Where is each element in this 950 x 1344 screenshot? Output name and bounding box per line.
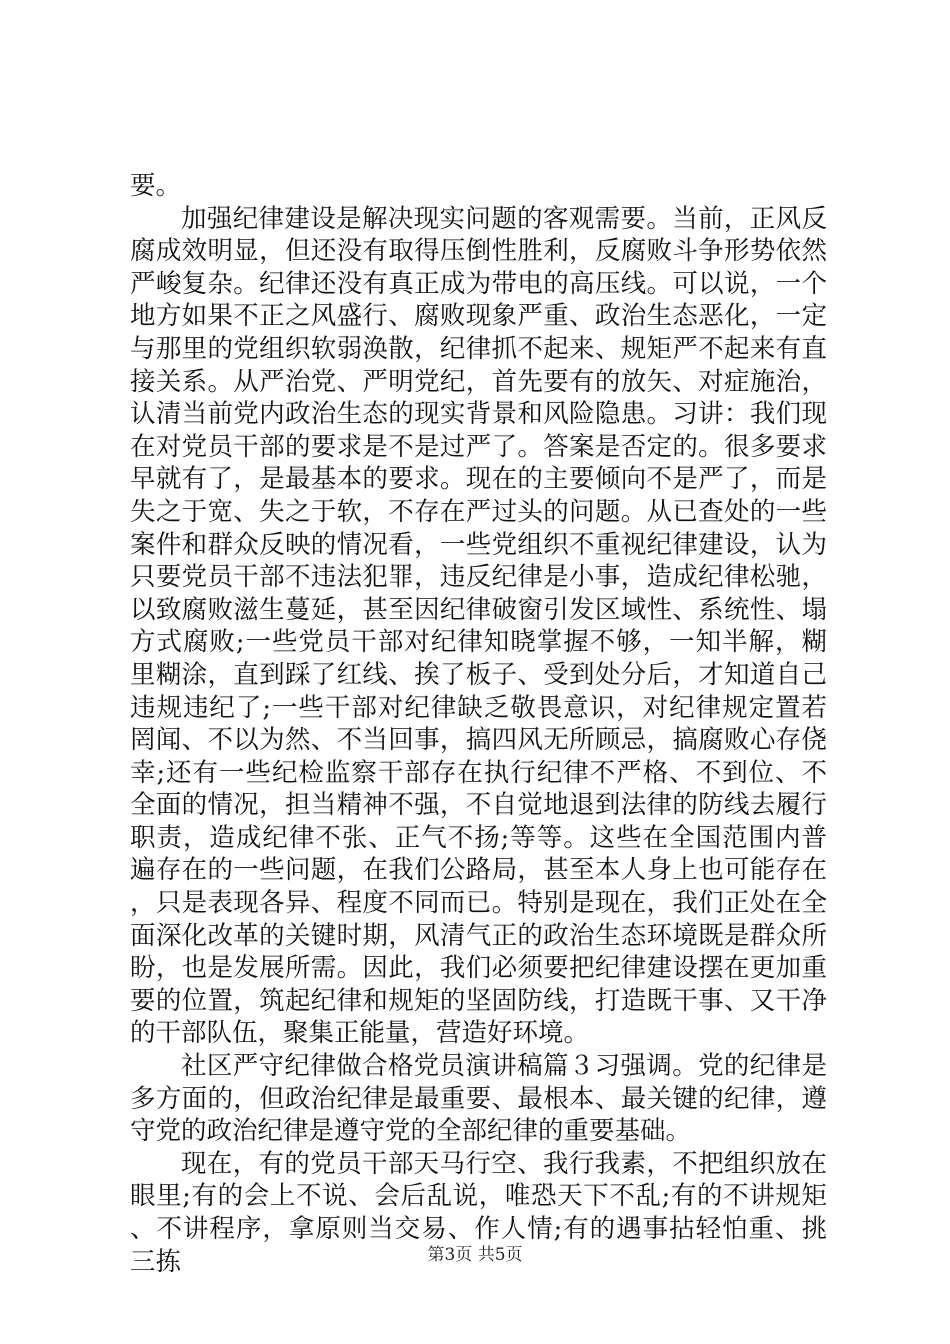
page-footer: 第3页 共5页 <box>427 1245 523 1265</box>
paragraph-1: 要。 <box>130 171 182 201</box>
paragraph-2: 加强纪律建设是解决现实问题的客观需要。当前，正风反腐成效明显，但还没有取得压倒性胜利，反腐败斗争形势依然严峻复杂。纪律还没有真正成为带电的高压线。可以说，一个地方如果不正之风盛行、腐败现象严重、政治生态恶化，一定与那里的党组织软弱涣散，纪律抓不起来、规矩严不起来有直接关系。从严治党、严明党纪，首先要有的放矢、对症施治，认清当前党内政治生态的现实背景和风险隐患。习讲：我们现在对党员干部的要求是不是过严了。答案是否定的。很多要求早就有了，是最基本的要求。现在的主要倾向不是严了，而是失之于宽、失之于软，不存在严过头的问题。从已查处的一些案件和群众反映的情况看，一些党组织不重视纪律建设，认为只要党员干部不违法犯罪，违反纪律是小事，造成纪律松驰，以致腐败滋生蔓延，甚至因纪律破窗引发区域性、系统性、塌方式腐败;一些党员干部对纪律知晓掌握不够，一知半解，糊里糊涂，直到踩了红线、挨了板子、受到处分后，才知道自己违规违纪了;一些干部对纪律缺乏敬畏意识，对纪律规定置若罔闻、不以为然、不当回事，搞四风无所顾忌，搞腐败心存侥幸;还有一些纪检监察干部存在执行纪律不严格、不到位、不全面的情况，担当精神不强，不自觉地退到法律的防线去履行职责，造成纪律不张、正气不扬;等等。这些在全国范围内普遍存在的一些问题，在我们公路局，甚至本人身上也可能存在，只是表现各异、程度不同而已。特别是现在，我们正处在全面深化改革的关键时期，风清气正的政治生态环境既是群众所盼，也是发展所需。因此，我们必须要把纪律建设摆在更加重要的位置，筑起纪律和规矩的坚固防线，打造既干事、又干净的干部队伍，聚集正能量，营造好环境。 <box>130 203 827 1049</box>
document-body <box>130 170 827 1278</box>
paragraph-3: 社区严守纪律做合格党员演讲稿篇３习强调。党的纪律是多方面的，但政治纪律是最重要、最根本、最关键的纪律，遵守党的政治纪律是遵守党的全部纪律的重要基础。 <box>130 1051 827 1147</box>
paragraph-4: 现在，有的党员干部天马行空、我行我素，不把组织放在眼里;有的会上不说、会后乱说，唯恐天下不乱;有的不讲规矩、不讲程序，拿原则当交易、作人情;有的遇事拈轻怕重、挑三拣 <box>130 1148 827 1277</box>
